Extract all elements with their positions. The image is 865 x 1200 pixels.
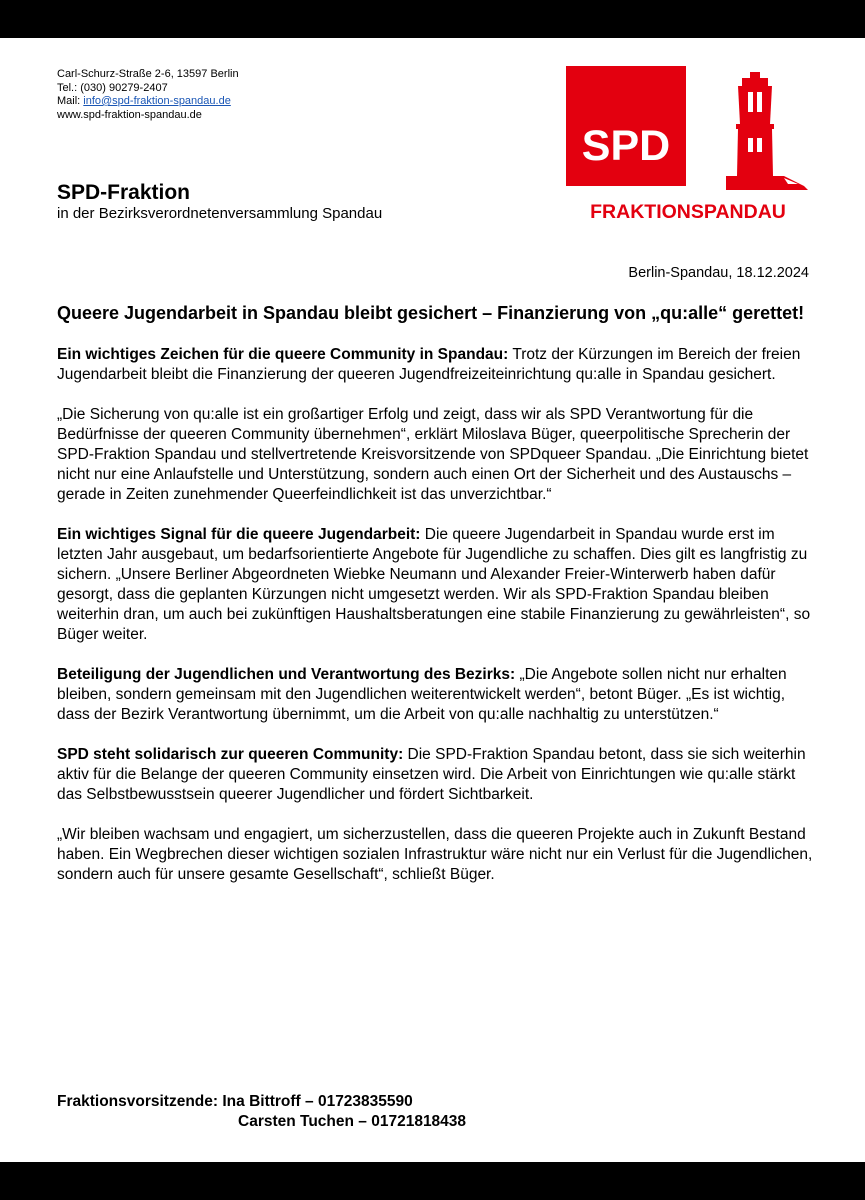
logo-spd-text: SPD (581, 122, 671, 170)
press-release-body (57, 302, 819, 905)
paragraph (57, 745, 819, 805)
letterhead-address-block (57, 68, 239, 122)
paragraph-text: Die queere Jugendarbeit in Spandau wurde erst im letzten Jahr ausgebaut, um bedarfsorientierte Angebote für Jugendliche zu schaffen. Dies gilt es langfristig zu sichern. „Unsere Berliner Abgeordneten Wiebke Neumann und Alexander Freier-Winterwerb haben dafür gesorgt, dass die geplanten Kürzungen nicht umgesetzt werden. Wir als SPD-Fraktion Spandau bleiben weiterhin dran, um auch bei zukünftigen Haushaltsberatungen eine stabile Finanzierung zu gewährleisten“, so Büger weiter. (57, 526, 811, 643)
date-line: Berlin-Spandau, 18.12.2024 (628, 265, 809, 281)
paragraph (57, 345, 819, 385)
mail-link[interactable]: info@spd-fraktion-spandau.de (83, 95, 231, 107)
footer-line-2: Carsten Tuchen – 01721818438 (238, 1113, 467, 1130)
paragraph (57, 825, 819, 885)
address-line: Carl-Schurz-Straße 2-6, 13597 Berlin (57, 68, 239, 80)
org-title: SPD-Fraktion (57, 181, 191, 204)
paragraph-text: „Die Sicherung von qu:alle ist ein großartiger Erfolg und zeigt, dass wir als SPD Verantwortung für die Bedürfnisse der queeren Community übernehmen“, erklärt Miloslava Büger, queerpolitische Sprecherin der SPD-Fraktion Spandau und stellvertretende Kreisvorsitzende von SPDqueer Spandau. „Die Einrichtung bietet nicht nur eine Anlaufstelle und Unterstützung, sondern auch einen Ort der Sicherheit und des Austauschs – gerade in Zeiten zunehmender Queerfeindlichkeit ist das unverzichtbar.“ (57, 406, 809, 503)
paragraph-text: Die SPD-Fraktion Spandau betont, dass sie sich weiterhin aktiv für die Belange der queeren Community einsetzen wird. Die Arbeit von Einrichtungen wie qu:alle stärkt das Selbstbewusstsein queerer Jugendlicher und fördert Sichtbarkeit. (57, 746, 806, 803)
paragraph-lead: Beteiligung der Jugendlichen und Verantwortung des Bezirks: (57, 666, 516, 683)
paragraph (57, 665, 819, 725)
paragraph (57, 405, 819, 505)
paragraph (57, 525, 819, 645)
tower-icon (726, 72, 808, 190)
document-sheet (0, 38, 865, 1162)
footer-contacts (57, 1092, 466, 1132)
phone-line: Tel.: (030) 90279-2407 (57, 81, 168, 94)
footer-line-1: Fraktionsvorsitzende: Ina Bittroff – 01723835590 (57, 1093, 413, 1110)
paragraph-text: Trotz der Kürzungen im Bereich der freien Jugendarbeit bleibt die Finanzierung der queeren Jugendfreizeiteinrichtung qu:alle in Spandau gesichert. (57, 346, 801, 383)
paragraph-text: „Die Angebote sollen nicht nur erhalten bleiben, sondern gemeinsam mit den Jugendlichen weiterentwickelt werden“, betont Büger. „Es ist wichtig, dass der Bezirk Verantwortung übernimmt, um die Arbeit von qu:alle nachhaltig zu unterstützen.“ (57, 666, 787, 723)
mail-label: Mail: (57, 95, 84, 107)
spd-logo (566, 66, 811, 224)
logo-subtitle: FRAKTIONSPANDAU (590, 201, 786, 223)
mail-line (57, 95, 239, 109)
org-subtitle: in der Bezirksverordnetenversammlung Spandau (57, 205, 383, 222)
headline: Queere Jugendarbeit in Spandau bleibt gesichert – Finanzierung von „qu:alle“ gerettet! (57, 303, 805, 323)
paragraph-text: „Wir bleiben wachsam und engagiert, um sicherzustellen, dass die queeren Projekte auch in Zukunft Bestand haben. Ein Wegbrechen dieser wichtigen sozialen Infrastruktur wäre nicht nur ein Verlust für die Jugendlichen, sondern auch für unsere gesamte Gesellschaft“, schließt Büger. (57, 826, 813, 883)
web-line: www.spd-fraktion-spandau.de (57, 108, 202, 121)
paragraph-lead: Ein wichtiges Zeichen für die queere Community in Spandau: (57, 346, 509, 363)
paragraph-lead: SPD steht solidarisch zur queeren Community: (57, 746, 404, 763)
paragraph-lead: Ein wichtiges Signal für die queere Jugendarbeit: (57, 526, 421, 543)
organization-block (57, 181, 382, 223)
